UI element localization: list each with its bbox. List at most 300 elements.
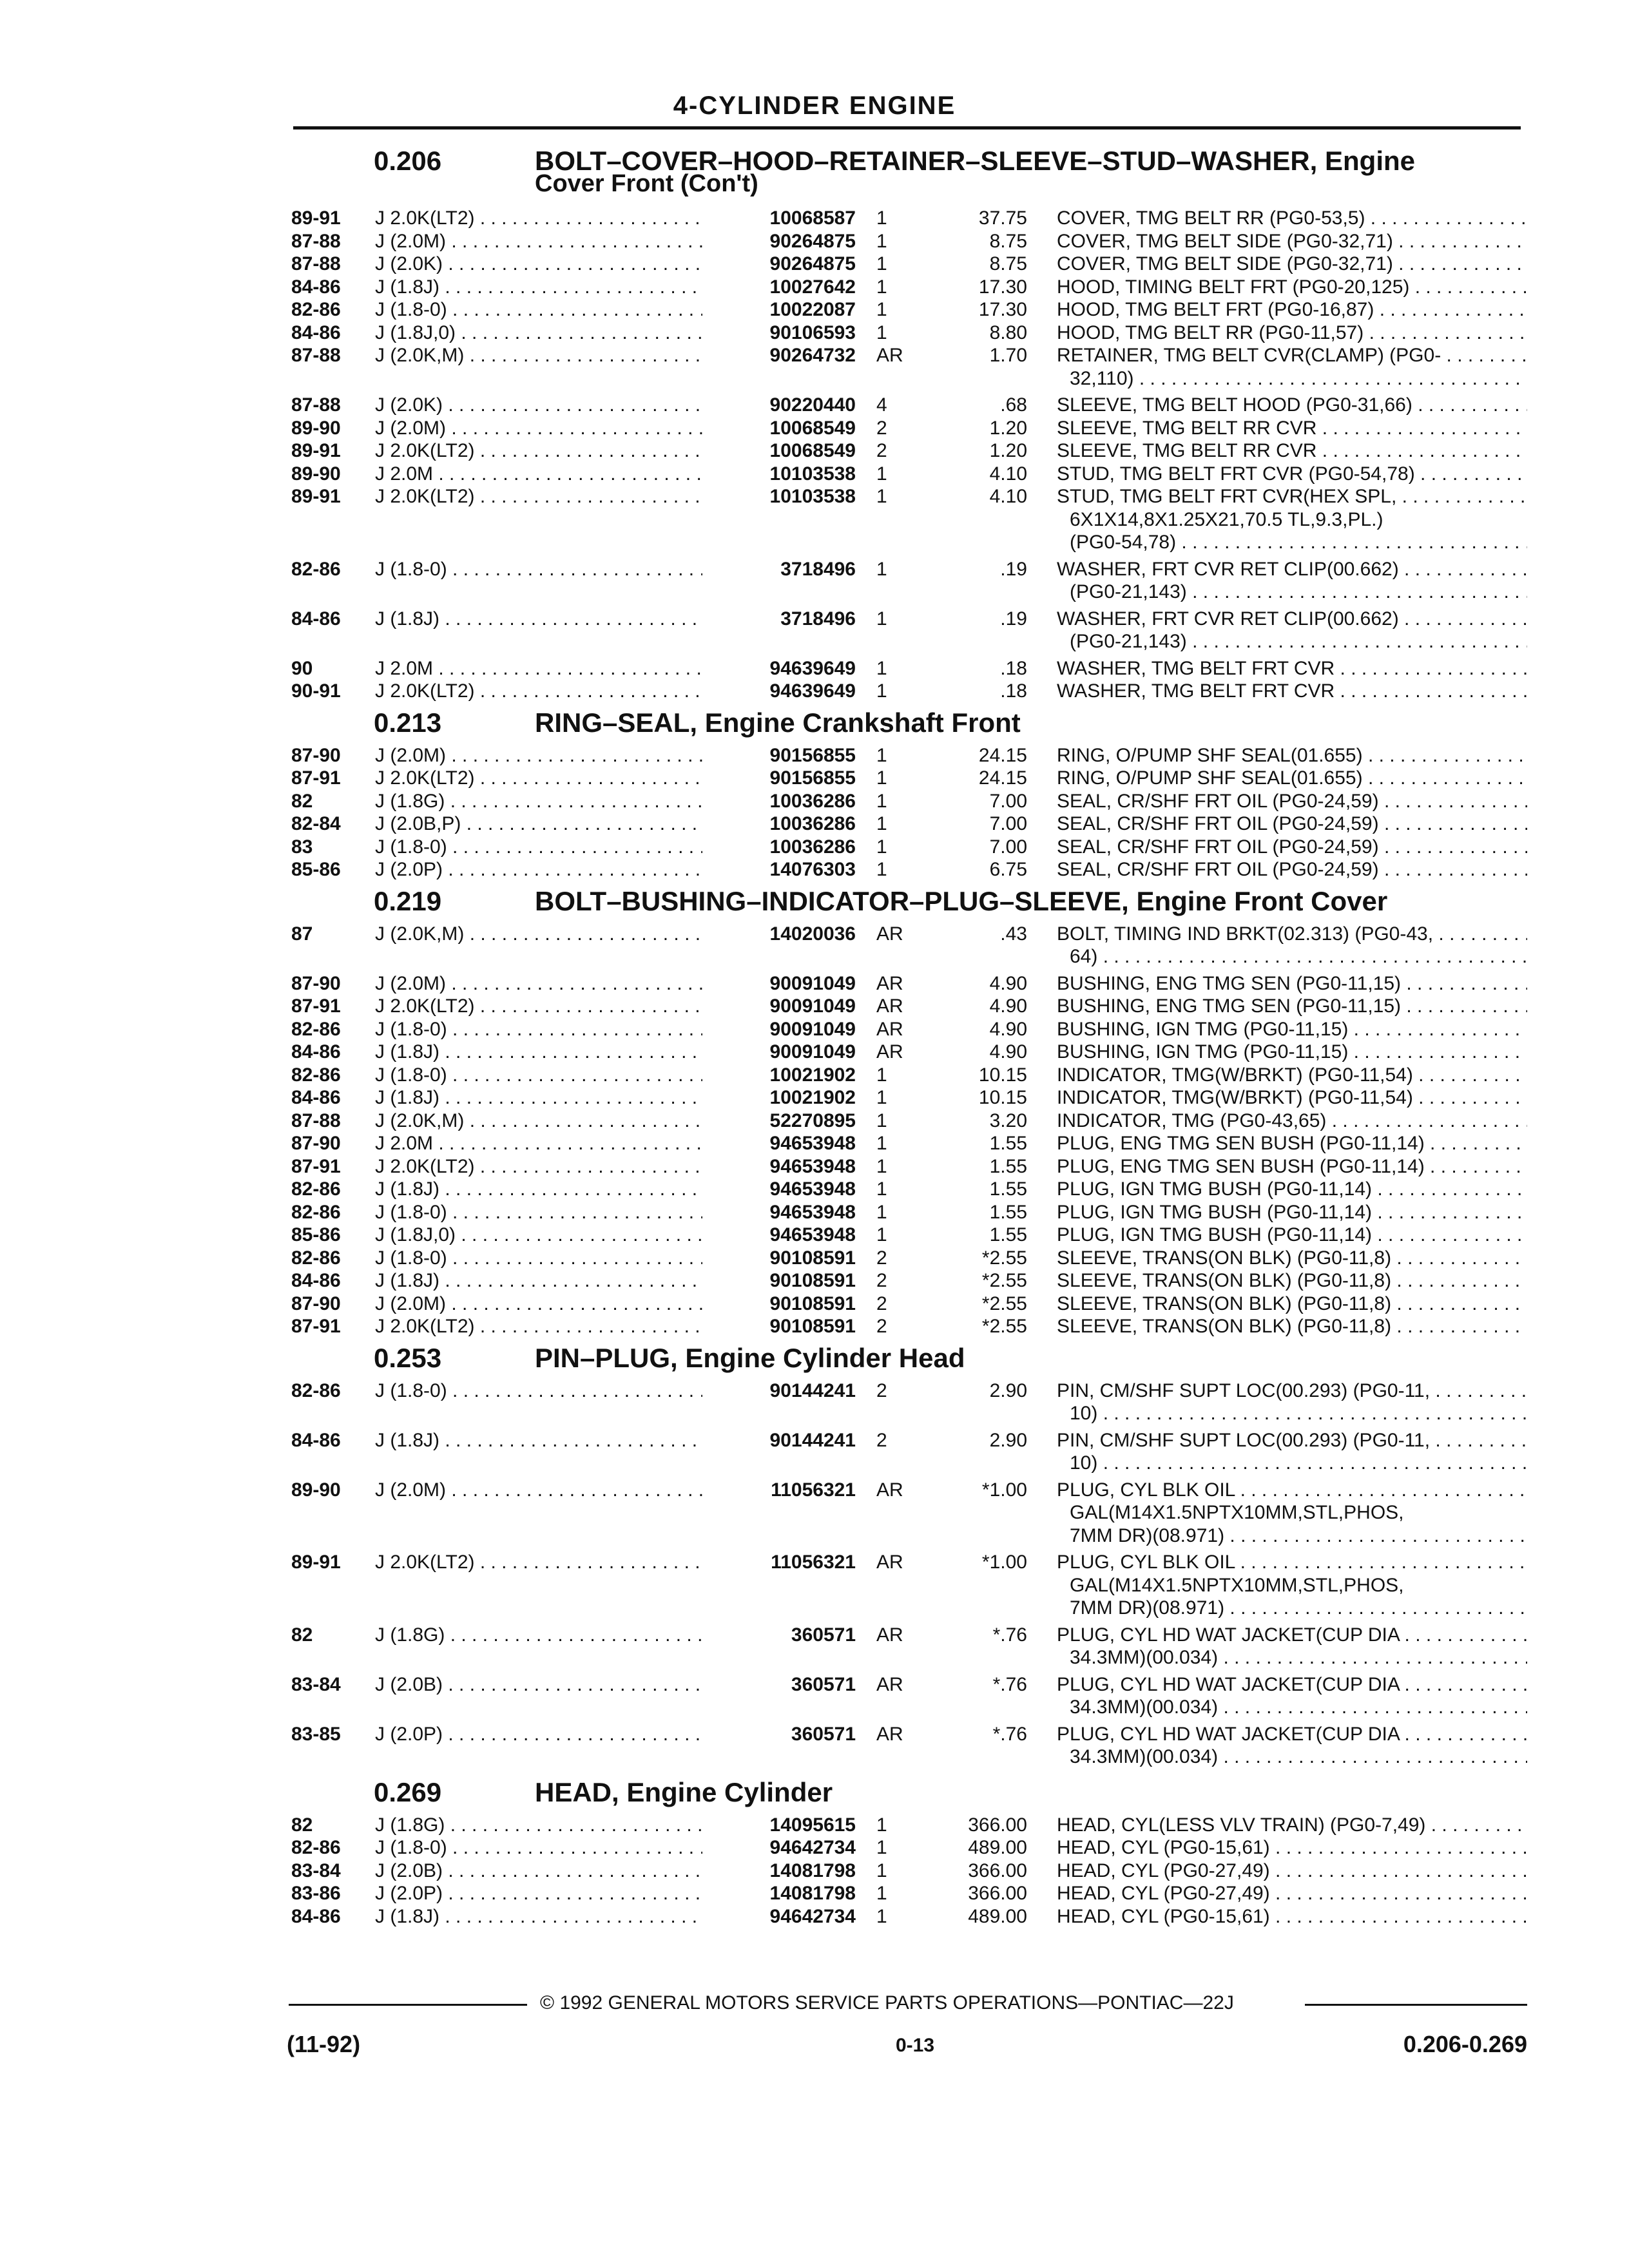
- price: 7.00: [989, 836, 1027, 858]
- description: INDICATOR, TMG (PG0-43,65) . . .: [1057, 1110, 1527, 1132]
- part-number: 360571: [702, 1624, 856, 1646]
- description-continuation: 32,110) . . .: [1070, 368, 1527, 390]
- part-number: 90091049: [702, 995, 856, 1017]
- application: J (2.0P) . . .: [375, 1883, 723, 1905]
- price: .18: [1000, 657, 1027, 679]
- application: J 2.0K(LT2) . . .: [375, 1156, 723, 1178]
- description: COVER, TMG BELT SIDE (PG0-32,71) . . .: [1057, 253, 1527, 275]
- application: J (1.8J) . . .: [375, 608, 723, 630]
- price: 2.90: [989, 1429, 1027, 1451]
- application: J (1.8G) . . .: [375, 1814, 723, 1836]
- model-years: 83-85: [291, 1723, 341, 1745]
- model-years: 82-86: [291, 1178, 341, 1200]
- model-years: 82: [291, 1624, 313, 1646]
- part-number: 10068549: [702, 440, 856, 462]
- quantity: AR: [876, 1041, 903, 1062]
- quantity: 1: [876, 1155, 887, 1177]
- quantity: 2: [876, 1429, 887, 1451]
- description: SEAL, CR/SHF FRT OIL (PG0-24,59) . . .: [1057, 859, 1527, 881]
- price: *1.00: [981, 1479, 1027, 1501]
- model-years: 84-86: [291, 1041, 341, 1062]
- application: J (1.8-0) . . .: [375, 559, 723, 581]
- application: J 2.0K(LT2) . . .: [375, 767, 723, 789]
- quantity: 1: [876, 1201, 887, 1223]
- part-number: 94653948: [702, 1224, 856, 1246]
- description: PLUG, CYL BLK OIL . . .: [1057, 1479, 1527, 1501]
- quantity: 1: [876, 1087, 887, 1108]
- description: RETAINER, TMG BELT CVR(CLAMP) (PG0- . . .: [1057, 345, 1527, 367]
- part-number: 90264732: [702, 345, 856, 367]
- footer-revision-date: (11-92): [287, 2031, 361, 2057]
- description: PLUG, CYL BLK OIL . . .: [1057, 1552, 1527, 1573]
- application: J (2.0B) . . .: [375, 1674, 723, 1696]
- model-years: 83-86: [291, 1883, 341, 1904]
- section-number: 0.219: [374, 885, 442, 916]
- part-number: 90108591: [702, 1316, 856, 1338]
- description: SEAL, CR/SHF FRT OIL (PG0-24,59) . . .: [1057, 836, 1527, 858]
- description: INDICATOR, TMG(W/BRKT) (PG0-11,54) . . .: [1057, 1064, 1527, 1086]
- description: BUSHING, ENG TMG SEN (PG0-11,15) . . .: [1057, 995, 1527, 1017]
- description: HEAD, CYL (PG0-15,61) . . .: [1057, 1906, 1527, 1928]
- part-number: 10036286: [702, 836, 856, 858]
- quantity: 4: [876, 394, 887, 416]
- part-number: 14020036: [702, 923, 856, 945]
- description-continuation: (PG0-54,78) . . .: [1070, 532, 1527, 553]
- price: 17.30: [978, 299, 1027, 320]
- price: *1.00: [981, 1552, 1027, 1573]
- part-number: 10027642: [702, 276, 856, 298]
- application: J (2.0K,M) . . .: [375, 923, 723, 945]
- description: HEAD, CYL(LESS VLV TRAIN) (PG0-7,49) . . .: [1057, 1814, 1527, 1836]
- description: SEAL, CR/SHF FRT OIL (PG0-24,59) . . .: [1057, 813, 1527, 835]
- part-number: 10068587: [702, 207, 856, 229]
- price: *2.55: [981, 1247, 1027, 1269]
- model-years: 84-86: [291, 1087, 341, 1108]
- quantity: 2: [876, 440, 887, 461]
- description-continuation: 6X1X14,8X1.25X21,70.5 TL,9.3,PL.): [1070, 508, 1383, 530]
- model-years: 84-86: [291, 608, 341, 629]
- part-number: 90264875: [702, 253, 856, 275]
- description-continuation: (PG0-21,143) . . .: [1070, 581, 1527, 603]
- application: J 2.0K(LT2) . . .: [375, 1552, 723, 1573]
- quantity: 1: [876, 322, 887, 343]
- price: *2.55: [981, 1316, 1027, 1337]
- price: *2.55: [981, 1270, 1027, 1291]
- model-years: 84-86: [291, 1270, 341, 1291]
- quantity: 1: [876, 790, 887, 812]
- application: J (1.8G) . . .: [375, 1624, 723, 1646]
- application: J (1.8-0) . . .: [375, 1019, 723, 1041]
- part-number: 94653948: [702, 1133, 856, 1155]
- quantity: 1: [876, 1110, 887, 1131]
- quantity: AR: [876, 345, 903, 366]
- part-number: 94642734: [702, 1906, 856, 1928]
- part-number: 90091049: [702, 1019, 856, 1041]
- description: WASHER, FRT CVR RET CLIP(00.662) . . .: [1057, 559, 1527, 581]
- quantity: 1: [876, 859, 887, 880]
- application: J (2.0B) . . .: [375, 1860, 723, 1882]
- model-years: 84-86: [291, 322, 341, 343]
- application: J (1.8-0) . . .: [375, 836, 723, 858]
- description: HOOD, TIMING BELT FRT (PG0-20,125) . . .: [1057, 276, 1527, 298]
- part-number: 10022087: [702, 299, 856, 321]
- description: PLUG, IGN TMG BUSH (PG0-11,14) . . .: [1057, 1178, 1527, 1200]
- quantity: AR: [876, 1673, 903, 1695]
- description: BOLT, TIMING IND BRKT(02.313) (PG0-43, . . .: [1057, 923, 1527, 945]
- description: WASHER, FRT CVR RET CLIP(00.662) . . .: [1057, 608, 1527, 630]
- application: J (2.0K,M) . . .: [375, 345, 723, 367]
- model-years: 82: [291, 790, 313, 812]
- quantity: 2: [876, 1270, 887, 1291]
- part-number: 10103538: [702, 486, 856, 508]
- price: 10.15: [978, 1064, 1027, 1086]
- quantity: 2: [876, 417, 887, 439]
- price: 7.00: [989, 813, 1027, 834]
- model-years: 84-86: [291, 1429, 341, 1451]
- description: RING, O/PUMP SHF SEAL(01.655) . . .: [1057, 767, 1527, 789]
- application: J (1.8J) . . .: [375, 1270, 723, 1292]
- quantity: 1: [876, 1883, 887, 1904]
- part-number: 90144241: [702, 1430, 856, 1452]
- description: SEAL, CR/SHF FRT OIL (PG0-24,59) . . .: [1057, 791, 1527, 812]
- description: PLUG, CYL HD WAT JACKET(CUP DIA . . .: [1057, 1624, 1527, 1646]
- price: *.76: [992, 1673, 1027, 1695]
- application: J (2.0M) . . .: [375, 745, 723, 767]
- section-number: 0.213: [374, 707, 442, 738]
- quantity: 1: [876, 1837, 887, 1858]
- quantity: 1: [876, 680, 887, 702]
- quantity: 1: [876, 1133, 887, 1154]
- description: PLUG, IGN TMG BUSH (PG0-11,14) . . .: [1057, 1224, 1527, 1246]
- part-number: 14081798: [702, 1883, 856, 1905]
- part-number: 90144241: [702, 1380, 856, 1402]
- model-years: 87-91: [291, 995, 341, 1017]
- description: SLEEVE, TRANS(ON BLK) (PG0-11,8) . . .: [1057, 1316, 1527, 1338]
- price: 4.90: [989, 972, 1027, 994]
- model-years: 89-90: [291, 417, 341, 439]
- part-number: 90264875: [702, 231, 856, 253]
- description: SLEEVE, TMG BELT RR CVR . . .: [1057, 440, 1527, 462]
- part-number: 90091049: [702, 1041, 856, 1063]
- price: .43: [1000, 923, 1027, 945]
- model-years: 87-88: [291, 345, 341, 366]
- description: SLEEVE, TRANS(ON BLK) (PG0-11,8) . . .: [1057, 1270, 1527, 1292]
- part-number: 94653948: [702, 1156, 856, 1178]
- application: J 2.0M . . .: [375, 1133, 723, 1155]
- price: *.76: [992, 1624, 1027, 1646]
- model-years: 82-86: [291, 1837, 341, 1858]
- application: J (1.8J,0) . . .: [375, 1224, 723, 1246]
- price: 1.70: [989, 345, 1027, 366]
- model-years: 89-91: [291, 440, 341, 461]
- model-years: 87-90: [291, 1133, 341, 1154]
- application: J (2.0M) . . .: [375, 1479, 723, 1501]
- part-number: 94653948: [702, 1202, 856, 1224]
- application: J 2.0K(LT2) . . .: [375, 486, 723, 508]
- application: J (2.0M) . . .: [375, 418, 723, 439]
- quantity: 1: [876, 657, 887, 679]
- price: 1.20: [989, 417, 1027, 439]
- application: J (2.0K) . . .: [375, 253, 723, 275]
- quantity: 1: [876, 767, 887, 789]
- description: PIN, CM/SHF SUPT LOC(00.293) (PG0-11, . . .: [1057, 1380, 1527, 1402]
- section-title-continued: Cover Front (Con't): [535, 170, 758, 197]
- price: 2.90: [989, 1379, 1027, 1401]
- price: 489.00: [968, 1837, 1027, 1858]
- description: STUD, TMG BELT FRT CVR(HEX SPL, . . .: [1057, 486, 1527, 508]
- part-number: 90156855: [702, 745, 856, 767]
- description: INDICATOR, TMG(W/BRKT) (PG0-11,54) . . .: [1057, 1087, 1527, 1109]
- application: J (1.8J) . . .: [375, 276, 723, 298]
- description: SLEEVE, TRANS(ON BLK) (PG0-11,8) . . .: [1057, 1247, 1527, 1269]
- application: J (1.8J) . . .: [375, 1178, 723, 1200]
- description-continuation: 64) . . .: [1070, 946, 1527, 968]
- model-years: 83-84: [291, 1860, 341, 1881]
- price: 3.20: [989, 1110, 1027, 1131]
- description: STUD, TMG BELT FRT CVR (PG0-54,78) . . .: [1057, 463, 1527, 485]
- price: 4.10: [989, 463, 1027, 485]
- quantity: 1: [876, 276, 887, 298]
- part-number: 10021902: [702, 1064, 856, 1086]
- section-number: 0.269: [374, 1776, 442, 1807]
- model-years: 87-88: [291, 253, 341, 274]
- price: 489.00: [968, 1905, 1027, 1927]
- quantity: 1: [876, 1905, 887, 1927]
- model-years: 90: [291, 657, 313, 679]
- footer-rule-left: [289, 2004, 527, 2006]
- footer-group-range: 0.206-0.269: [1403, 2031, 1527, 2057]
- model-years: 82-86: [291, 299, 341, 320]
- application: J 2.0K(LT2) . . .: [375, 207, 723, 229]
- price: *.76: [992, 1723, 1027, 1745]
- section-number: 0.206: [374, 146, 442, 176]
- description: BUSHING, IGN TMG (PG0-11,15) . . .: [1057, 1019, 1527, 1041]
- application: J (2.0B,P) . . .: [375, 813, 723, 835]
- model-years: 87-88: [291, 1110, 341, 1131]
- section-title: RING–SEAL, Engine Crankshaft Front: [535, 707, 1021, 738]
- part-number: 10103538: [702, 463, 856, 485]
- model-years: 82-86: [291, 558, 341, 580]
- part-number: 11056321: [702, 1552, 856, 1573]
- application: J (1.8-0) . . .: [375, 1837, 723, 1859]
- footer-rule-right: [1305, 2004, 1527, 2006]
- application: J (1.8-0) . . .: [375, 1380, 723, 1402]
- part-number: 90156855: [702, 767, 856, 789]
- part-number: 94653948: [702, 1178, 856, 1200]
- application: J 2.0M . . .: [375, 658, 723, 680]
- description: SLEEVE, TRANS(ON BLK) (PG0-11,8) . . .: [1057, 1293, 1527, 1315]
- description: HEAD, CYL (PG0-27,49) . . .: [1057, 1860, 1527, 1882]
- model-years: 89-91: [291, 207, 341, 229]
- part-number: 94639649: [702, 658, 856, 680]
- price: 6.75: [989, 859, 1027, 880]
- model-years: 87-90: [291, 744, 341, 766]
- part-number: 90220440: [702, 394, 856, 416]
- quantity: AR: [876, 1723, 903, 1745]
- description: SLEEVE, TMG BELT HOOD (PG0-31,66) . . .: [1057, 394, 1527, 416]
- part-number: 90091049: [702, 973, 856, 995]
- description: BUSHING, IGN TMG (PG0-11,15) . . .: [1057, 1041, 1527, 1063]
- application: J (1.8-0) . . .: [375, 1202, 723, 1224]
- description-continuation: 7MM DR)(08.971) . . .: [1070, 1597, 1527, 1619]
- part-number: 90108591: [702, 1247, 856, 1269]
- part-number: 52270895: [702, 1110, 856, 1132]
- price: .19: [1000, 558, 1027, 580]
- application: J (2.0K) . . .: [375, 394, 723, 416]
- part-number: 3718496: [702, 608, 856, 630]
- model-years: 84-86: [291, 276, 341, 298]
- price: 366.00: [968, 1860, 1027, 1881]
- quantity: AR: [876, 1479, 903, 1501]
- description: SLEEVE, TMG BELT RR CVR . . .: [1057, 418, 1527, 439]
- application: J (1.8-0) . . .: [375, 1247, 723, 1269]
- price: 24.15: [978, 767, 1027, 789]
- price: 17.30: [978, 276, 1027, 298]
- description: PLUG, ENG TMG SEN BUSH (PG0-11,14) . . .: [1057, 1156, 1527, 1178]
- model-years: 87-90: [291, 1293, 341, 1314]
- part-number: 14081798: [702, 1860, 856, 1882]
- description-continuation: (PG0-21,143) . . .: [1070, 631, 1527, 653]
- description-continuation: 7MM DR)(08.971) . . .: [1070, 1525, 1527, 1547]
- description: COVER, TMG BELT RR (PG0-53,5) . . .: [1057, 207, 1527, 229]
- application: J 2.0K(LT2) . . .: [375, 1316, 723, 1338]
- price: 366.00: [968, 1883, 1027, 1904]
- quantity: 1: [876, 1064, 887, 1086]
- description: HEAD, CYL (PG0-15,61) . . .: [1057, 1837, 1527, 1859]
- application: J 2.0K(LT2) . . .: [375, 680, 723, 702]
- quantity: 1: [876, 1224, 887, 1245]
- model-years: 87-91: [291, 1316, 341, 1337]
- quantity: AR: [876, 923, 903, 945]
- description: RING, O/PUMP SHF SEAL(01.655) . . .: [1057, 745, 1527, 767]
- description: HEAD, CYL (PG0-27,49) . . .: [1057, 1883, 1527, 1905]
- part-number: 10036286: [702, 791, 856, 812]
- quantity: 1: [876, 836, 887, 858]
- application: J 2.0K(LT2) . . .: [375, 440, 723, 462]
- application: J (2.0P) . . .: [375, 859, 723, 881]
- part-number: 10036286: [702, 813, 856, 835]
- description: PLUG, ENG TMG SEN BUSH (PG0-11,14) . . .: [1057, 1133, 1527, 1155]
- description-continuation: GAL(M14X1.5NPTX10MM,STL,PHOS,: [1070, 1574, 1404, 1596]
- application: J (1.8-0) . . .: [375, 1064, 723, 1086]
- application: J (2.0M) . . .: [375, 231, 723, 253]
- section-title: BOLT–COVER–HOOD–RETAINER–SLEEVE–STUD–WASHER, Engine: [535, 146, 1416, 176]
- section-number: 0.253: [374, 1342, 442, 1373]
- quantity: AR: [876, 995, 903, 1017]
- quantity: 1: [876, 486, 887, 507]
- model-years: 83: [291, 836, 313, 858]
- model-years: 83-84: [291, 1673, 341, 1695]
- price: .68: [1000, 394, 1027, 416]
- quantity: 1: [876, 207, 887, 229]
- model-years: 82: [291, 1814, 313, 1836]
- model-years: 84-86: [291, 1905, 341, 1927]
- footer-page-number: 0-13: [896, 2035, 935, 2056]
- model-years: 87-88: [291, 394, 341, 416]
- description-continuation: GAL(M14X1.5NPTX10MM,STL,PHOS,: [1070, 1502, 1404, 1523]
- section-title: HEAD, Engine Cylinder: [535, 1776, 833, 1807]
- header-rule: [293, 126, 1521, 130]
- price: 8.75: [989, 230, 1027, 252]
- model-years: 85-86: [291, 1224, 341, 1245]
- description-continuation: 34.3MM)(00.034) . . .: [1070, 1746, 1527, 1768]
- quantity: 1: [876, 1860, 887, 1881]
- quantity: 1: [876, 558, 887, 580]
- model-years: 82-86: [291, 1379, 341, 1401]
- quantity: AR: [876, 1018, 903, 1040]
- price: 1.55: [989, 1201, 1027, 1223]
- model-years: 82-86: [291, 1247, 341, 1269]
- model-years: 82-84: [291, 813, 341, 834]
- quantity: 1: [876, 299, 887, 320]
- model-years: 87-90: [291, 972, 341, 994]
- quantity: 2: [876, 1316, 887, 1337]
- part-number: 11056321: [702, 1479, 856, 1501]
- quantity: 1: [876, 230, 887, 252]
- section-title: PIN–PLUG, Engine Cylinder Head: [535, 1342, 965, 1373]
- quantity: 1: [876, 744, 887, 766]
- price: .18: [1000, 680, 1027, 702]
- model-years: 90-91: [291, 680, 341, 702]
- part-number: 360571: [702, 1674, 856, 1696]
- footer-copyright: © 1992 GENERAL MOTORS SERVICE PARTS OPERATIONS—PONTIAC—22J: [540, 1992, 1234, 2013]
- price: 24.15: [978, 744, 1027, 766]
- model-years: 87-88: [291, 230, 341, 252]
- description: HOOD, TMG BELT RR (PG0-11,57) . . .: [1057, 322, 1527, 344]
- part-number: 94642734: [702, 1837, 856, 1859]
- model-years: 87-91: [291, 1155, 341, 1177]
- quantity: 2: [876, 1379, 887, 1401]
- application: J 2.0K(LT2) . . .: [375, 995, 723, 1017]
- quantity: 2: [876, 1247, 887, 1269]
- price: .19: [1000, 608, 1027, 629]
- application: J (2.0M) . . .: [375, 1293, 723, 1315]
- price: 4.90: [989, 995, 1027, 1017]
- application: J (2.0K,M) . . .: [375, 1110, 723, 1132]
- part-number: 90108591: [702, 1270, 856, 1292]
- price: 4.10: [989, 486, 1027, 507]
- description: WASHER, TMG BELT FRT CVR . . .: [1057, 680, 1527, 702]
- part-number: 360571: [702, 1724, 856, 1745]
- model-years: 87: [291, 923, 313, 945]
- description-continuation: 34.3MM)(00.034) . . .: [1070, 1647, 1527, 1669]
- application: J (1.8J) . . .: [375, 1906, 723, 1928]
- price: 1.55: [989, 1178, 1027, 1200]
- description: BUSHING, ENG TMG SEN (PG0-11,15) . . .: [1057, 973, 1527, 995]
- part-number: 10068549: [702, 418, 856, 439]
- quantity: 1: [876, 1178, 887, 1200]
- quantity: AR: [876, 1624, 903, 1646]
- price: 366.00: [968, 1814, 1027, 1836]
- part-number: 3718496: [702, 559, 856, 581]
- page-header-title: 4-CYLINDER ENGINE: [673, 91, 956, 120]
- part-number: 10021902: [702, 1087, 856, 1109]
- quantity: AR: [876, 1552, 903, 1573]
- part-number: 90108591: [702, 1293, 856, 1315]
- model-years: 82-86: [291, 1064, 341, 1086]
- quantity: 1: [876, 253, 887, 274]
- application: J (1.8J) . . .: [375, 1041, 723, 1063]
- price: 37.75: [978, 207, 1027, 229]
- application: J (2.0P) . . .: [375, 1724, 723, 1745]
- description: PLUG, CYL HD WAT JACKET(CUP DIA . . .: [1057, 1724, 1527, 1745]
- price: *2.55: [981, 1293, 1027, 1314]
- application: J 2.0M . . .: [375, 463, 723, 485]
- model-years: 89-90: [291, 1479, 341, 1501]
- model-years: 82-86: [291, 1018, 341, 1040]
- description-continuation: 10) . . .: [1070, 1403, 1527, 1425]
- part-number: 14095615: [702, 1814, 856, 1836]
